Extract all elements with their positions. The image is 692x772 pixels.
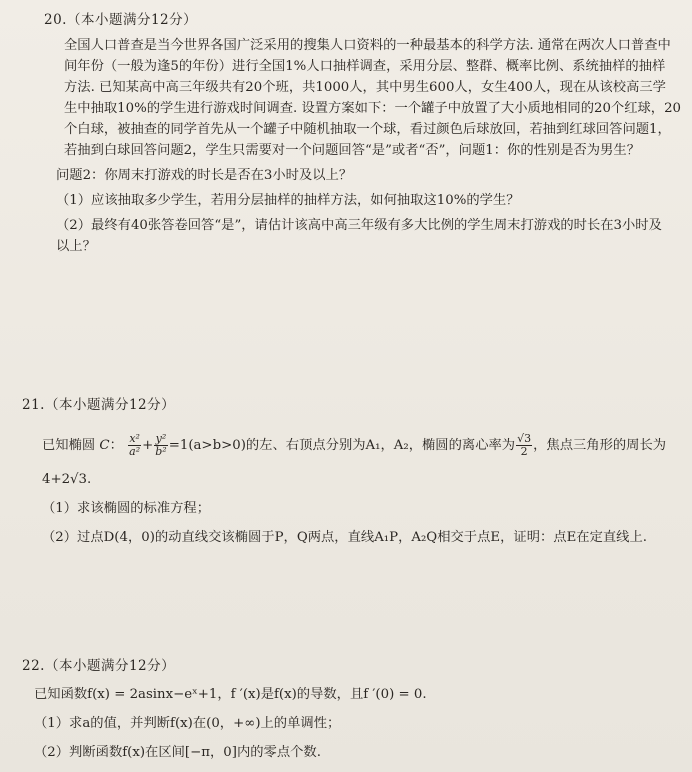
question-20-line-7: 问题2：你周末打游戏的时长是否在3小时及以上？ <box>56 168 353 183</box>
plus-sign: + <box>142 438 154 453</box>
eccentricity-denominator: 2 <box>520 445 528 458</box>
question-20-line-3: 方法. 已知某高中高三年级共有20个班，共1000人，其中男生600人，女生400人，现在从该校高三学 <box>64 80 666 95</box>
ellipse-fraction-x <box>128 433 141 458</box>
question-20-part-1: （1）应该抽取多少学生，若用分层抽样的抽样方法，如何抽取这10%的学生？ <box>56 193 520 208</box>
question-21-stem-prefix: 已知椭圆 <box>42 438 96 453</box>
ellipse-fraction-y <box>154 433 167 458</box>
question-20-line-5: 个白球，被抽查的同学首先从一个罐子中随机抽取一个球，看过颜色后球放回，若抽到红球回答问题1， <box>64 122 671 137</box>
question-20-part-2-line-1: （2）最终有40张答卷回答“是”，请估计该高中高三年级有多大比例的学生周末打游戏的时长在3小时及 <box>56 218 662 233</box>
question-20-tail <box>44 165 674 257</box>
question-20-line-4: 生中抽取10%的学生进行游戏时间调查. 设置方案如下：一个罐子中放置了大小质地相同的20个红球，20 <box>64 101 682 116</box>
stem-suffix: ，焦点三角形的周长为 <box>533 438 667 453</box>
eccentricity-fraction <box>516 433 532 458</box>
fraction-y-numerator: y² <box>155 432 167 445</box>
question-21 <box>22 393 682 548</box>
question-22-body <box>22 684 682 763</box>
question-21-part-1: （1）求该椭圆的标准方程； <box>42 501 211 516</box>
question-20-stem <box>44 35 682 161</box>
question-20-line-1: 全国人口普查是当今世界各国广泛采用的搜集人口资料的一种最基本的科学方法. 通常在两次人口普查中 <box>64 38 671 53</box>
question-20-part-2-line-2: 以上？ <box>56 239 96 254</box>
question-20 <box>44 8 682 257</box>
stem-colon: ： <box>109 438 123 453</box>
fraction-x-numerator: x² <box>129 432 140 445</box>
question-22-heading: 22.（本小题满分12分） <box>22 658 176 674</box>
question-22-part-1: （1）求a的值，并判断f(x)在(0，+∞)上的单调性； <box>34 716 341 731</box>
question-21-perimeter: 4+2√3. <box>42 472 92 487</box>
question-22-part-2: （2）判断函数f(x)在区间[−π，0]内的零点个数. <box>34 745 321 760</box>
question-21-stem-line-1 <box>42 431 682 461</box>
question-22 <box>22 654 682 763</box>
question-20-line-2: 间年份（一般为逢5的年份）进行全国1%人口抽样调查，采用分层、整群、概率比例、系统抽样的抽样 <box>64 59 666 74</box>
question-21-part-2: （2）过点D(4，0)的动直线交该椭圆于P，Q两点，直线A₁P，A₂Q相交于点E，证明：点E在定直线上. <box>42 530 648 545</box>
fraction-y-denominator: b² <box>155 445 167 458</box>
question-22-stem: 已知函数f(x) = 2asinx−eˣ+1，f ′(x)是f(x)的导数，且f ′(0) = 0. <box>34 687 427 702</box>
fraction-x-denominator: a² <box>129 445 141 458</box>
equation-rest: =1(a>b>0)的左、右顶点分别为A₁，A₂，椭圆的离心率为 <box>168 438 516 453</box>
question-21-stem <box>22 431 682 548</box>
question-20-heading: 20.（本小题满分12分） <box>44 12 198 28</box>
question-20-line-6: 若抽到白球回答问题2，学生只需要对一个问题回答“是”或者“否”，问题1：你的性别是否为男生？ <box>64 143 640 158</box>
eccentricity-numerator: √3 <box>517 432 532 445</box>
ellipse-name: C <box>99 438 110 453</box>
question-21-heading: 21.（本小题满分12分） <box>22 397 176 413</box>
